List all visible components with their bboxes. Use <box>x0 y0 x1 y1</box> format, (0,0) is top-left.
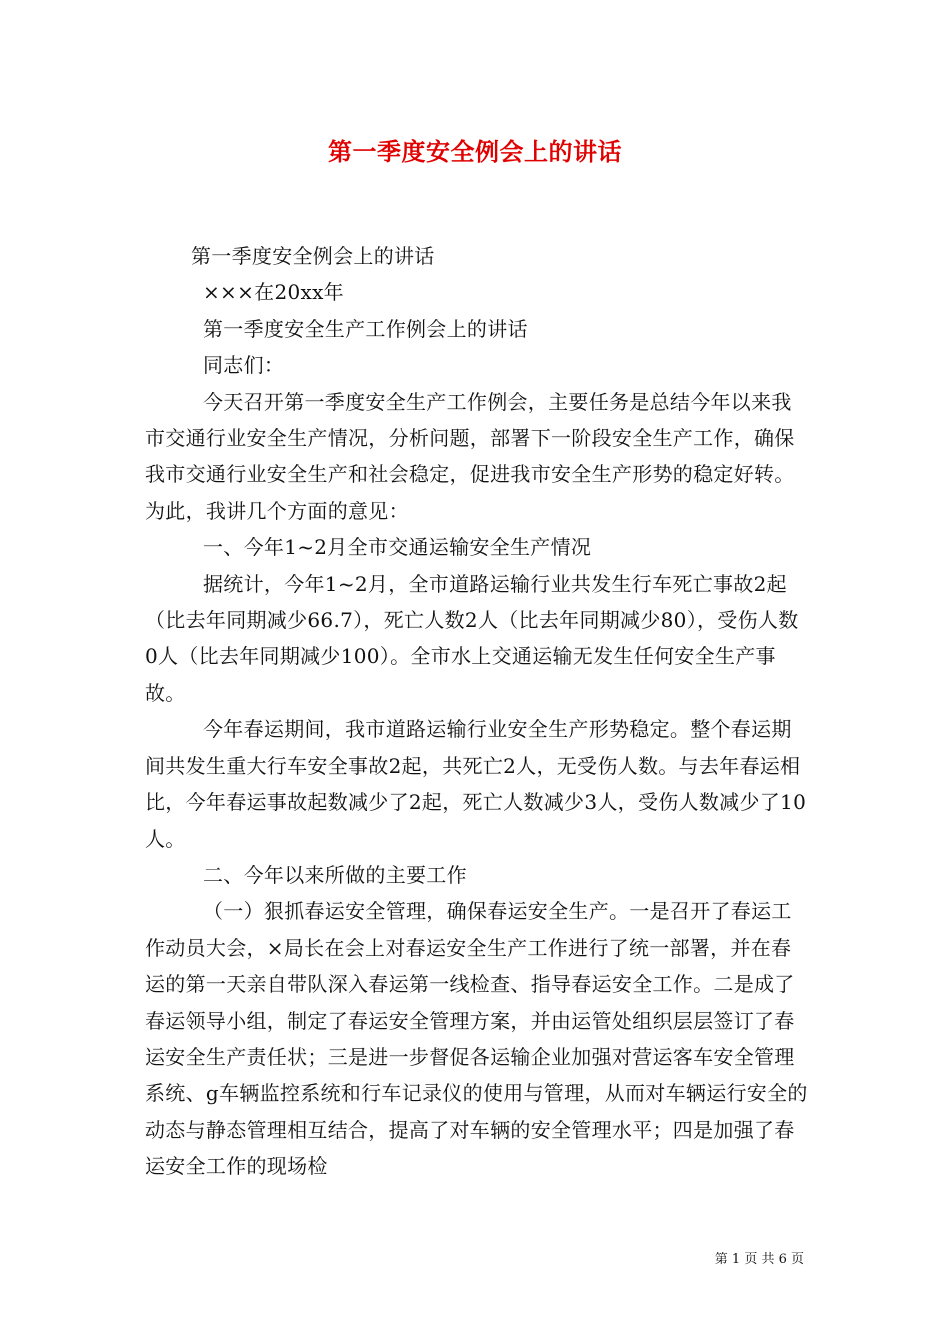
document-body <box>145 238 810 1185</box>
section-heading-1: 一、今年1~2月全市交通运输安全生产情况 <box>203 535 592 560</box>
section-heading-2: 二、今年以来所做的主要工作 <box>203 862 467 887</box>
subtitle-line: 第一季度安全例会上的讲话 <box>191 244 435 268</box>
document-title: 第一季度安全例会上的讲话 <box>328 137 622 166</box>
paragraph-statistics: 据统计，今年1~2月，全市道路运输行业共发生行车死亡事故2起（比去年同期减少66.7），死亡人数2人（比去年同期减少80），受伤人数0人（比去年同期减少100）。全市水上交通运输无发生任何安全生产事故。 <box>145 571 799 705</box>
paragraph-work-item-1: （一）狠抓春运安全管理，确保春运安全生产。一是召开了春运工作动员大会，×局长在会上对春运安全生产工作进行了统一部署，并在春运的第一天亲自带队深入春运第一线检查、指导春运安全工作。二是成了春运领导小组，制定了春运安全管理方案，并由运管处组织层层签订了春运安全生产责任状；三是进一步督促各运输企业加强对营运客车安全管理系统、g车辆监控系统和行车记录仪的使用与管理，从而对车辆运行安全的动态与静态管理相互结合，提高了对车辆的安全管理水平；四是加强了春运安全工作的现场检 <box>145 899 808 1179</box>
page-indicator: 第 1 页 共 6 页 <box>714 1252 804 1267</box>
meeting-title-line: 第一季度安全生产工作例会上的讲话 <box>203 316 528 341</box>
salutation-line: 同志们： <box>203 353 285 378</box>
speaker-line: ×××在20xx年 <box>203 280 344 305</box>
paragraph-intro: 今天召开第一季度安全生产工作例会，主要任务是总结今年以来我市交通行业安全生产情况，分析问题，部署下一阶段安全生产工作，确保我市交通行业安全生产和社会稳定，促进我市安全生产形势的稳定好转。为此，我讲几个方面的意见： <box>145 389 795 523</box>
paragraph-spring-transport: 今年春运期间，我市道路运输行业安全生产形势稳定。整个春运期间共发生重大行车安全事故2起，共死亡2人，无受伤人数。与去年春运相比，今年春运事故起数减少了2起，死亡人数减少3人，受伤人数减少了10人。 <box>145 717 807 851</box>
